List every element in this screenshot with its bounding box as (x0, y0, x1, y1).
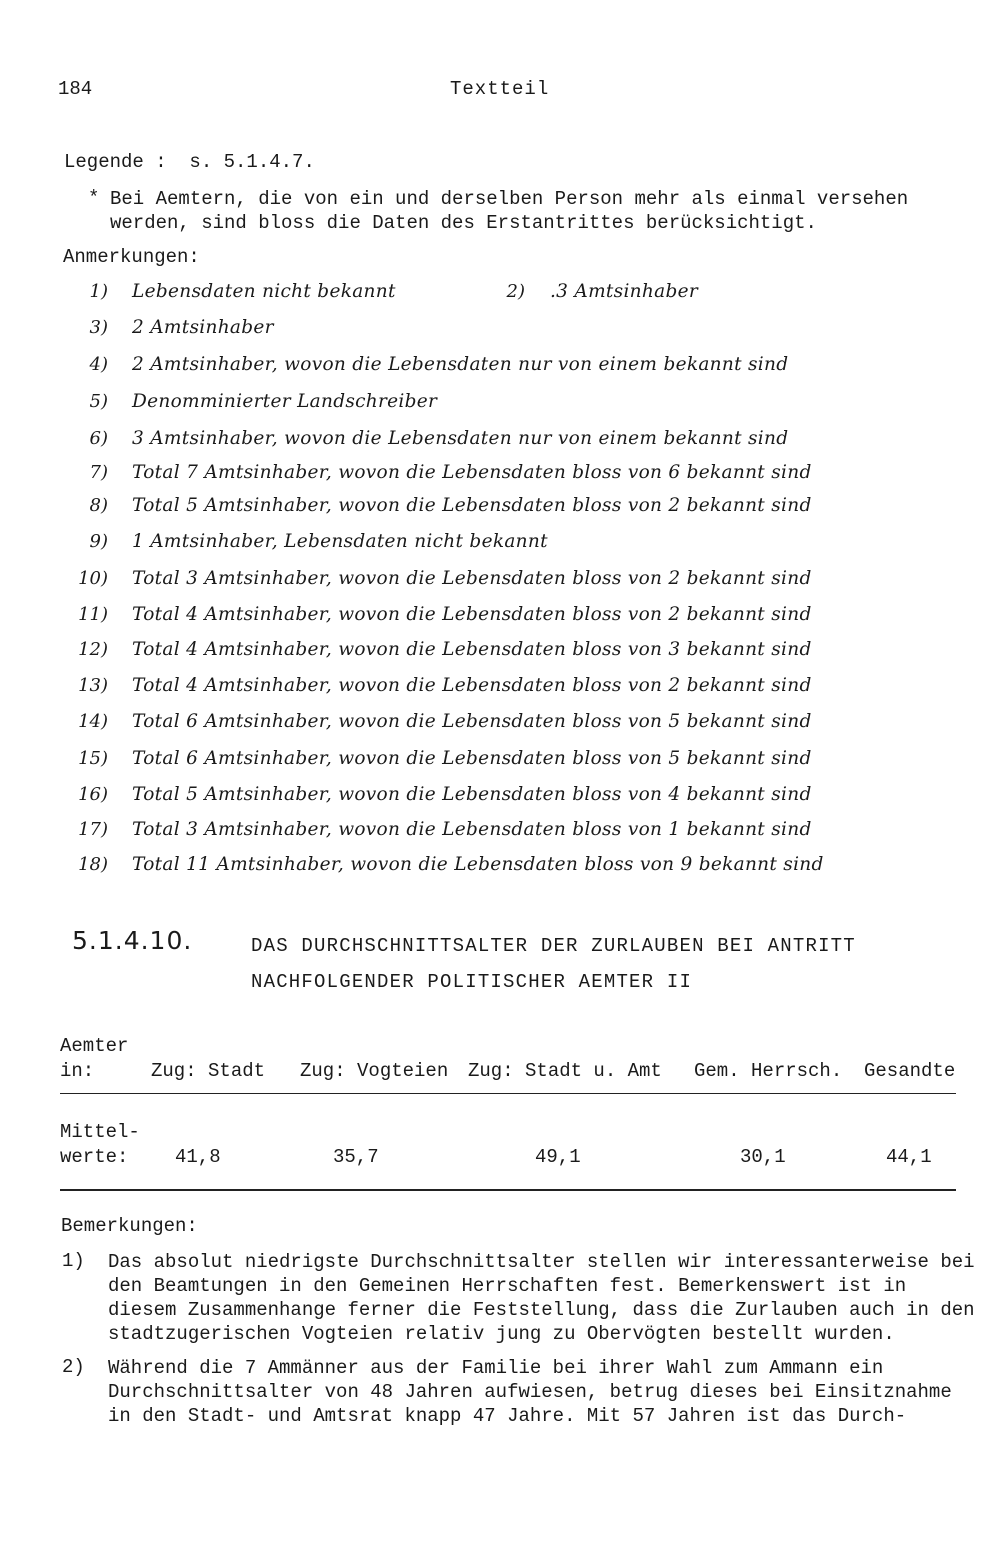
note-number: 2) (506, 281, 525, 302)
note-number: 13) (78, 675, 108, 696)
note-text: 1 Amtsinhaber, Lebensdaten nicht bekannt (132, 531, 548, 552)
table-rule (60, 1189, 956, 1191)
note-number: 8) (89, 495, 108, 516)
column-header: Zug: Stadt (151, 1060, 266, 1082)
legend-note: Bei Aemtern, die von ein und derselben Person mehr als einmal versehen werden, sind bloss die Daten des Erstantrittes berücksichtigt. (110, 188, 909, 234)
note-text: Total 5 Amtsinhaber, wovon die Lebensdaten bloss von 2 bekannt sind (132, 495, 812, 516)
list-item (0, 819, 1000, 845)
column-header: Gem. Herrsch. (694, 1060, 843, 1082)
list-item (0, 784, 1000, 810)
list-item (0, 854, 1000, 880)
column-header: Zug: Stadt u. Amt (468, 1060, 662, 1082)
note-text: Total 3 Amtsinhaber, wovon die Lebensdaten bloss von 1 bekannt sind (132, 819, 812, 840)
list-item (0, 639, 1000, 665)
note-number: 15) (78, 748, 108, 769)
list-item (0, 675, 1000, 701)
anmerkungen-heading: Anmerkungen: (63, 246, 200, 268)
list-item (0, 604, 1000, 630)
row-label: werte: (60, 1146, 129, 1168)
list-item (0, 568, 1000, 594)
note-number: 17) (78, 819, 108, 840)
list-item (0, 531, 1000, 557)
list-item (0, 495, 1000, 521)
note-text: Total 4 Amtsinhaber, wovon die Lebensdaten bloss von 2 bekannt sind (132, 604, 812, 625)
section-title (251, 928, 856, 1000)
note-text: Total 4 Amtsinhaber, wovon die Lebensdaten bloss von 2 bekannt sind (132, 675, 812, 696)
note-number: 2) (62, 1356, 85, 1378)
note-text: 2 Amtsinhaber, wovon die Lebensdaten nur von einem bekannt sind (132, 354, 789, 375)
list-item (0, 391, 1000, 417)
page-number: 184 (58, 78, 93, 100)
note-text: 3 Amtsinhaber, wovon die Lebensdaten nur von einem bekannt sind (132, 428, 789, 449)
list-item (0, 428, 1000, 454)
note-number: 6) (89, 428, 108, 449)
row-label: Aemter (60, 1035, 129, 1057)
list-item (0, 281, 1000, 307)
table-cell: 41,8 (175, 1146, 221, 1168)
table-cell: 30,1 (740, 1146, 786, 1168)
note-number: 12) (78, 639, 108, 660)
note-number: 1) (62, 1250, 85, 1272)
note-text: Total 5 Amtsinhaber, wovon die Lebensdaten bloss von 4 bekannt sind (132, 784, 812, 805)
note-paragraph: Während die 7 Ammänner aus der Familie bei ihrer Wahl zum Ammann ein Durchschnittsalter von 48 Jahren aufwiesen, betrug dieses bei Einsitznahme in den Stadt- und Amtsrat knapp 47 Jahre. Mit 57 Jahren ist das Durch- (108, 1357, 952, 1427)
note-number: 3) (89, 317, 108, 338)
table-cell: 35,7 (333, 1146, 379, 1168)
note-number: 1) (89, 281, 108, 302)
note-number: 18) (78, 854, 108, 875)
running-head: Textteil (450, 78, 550, 100)
section-title-line: DAS DURCHSCHNITTSALTER DER ZURLAUBEN BEI ANTRITT (251, 935, 856, 957)
section-title-line: NACHFOLGENDER POLITISCHER AEMTER II (251, 971, 693, 993)
list-item (0, 354, 1000, 380)
note-text: Total 3 Amtsinhaber, wovon die Lebensdaten bloss von 2 bekannt sind (132, 568, 812, 589)
column-header: Gesandte (864, 1060, 956, 1082)
note-number: 14) (78, 711, 108, 732)
note-number: 10) (78, 568, 108, 589)
note-number: 7) (89, 462, 108, 483)
bemerkungen-heading: Bemerkungen: (61, 1215, 198, 1237)
section-number: 5.1.4.10. (72, 926, 193, 955)
footnote-star: * (88, 187, 100, 209)
note-text: Total 7 Amtsinhaber, wovon die Lebensdaten bloss von 6 bekannt sind (132, 462, 812, 483)
note-text: Denomminierter Landschreiber (132, 391, 438, 412)
note-text: .3 Amtsinhaber (550, 281, 698, 302)
note-text: Total 4 Amtsinhaber, wovon die Lebensdaten bloss von 3 bekannt sind (132, 639, 812, 660)
row-label: Mittel- (60, 1121, 140, 1143)
column-header: Zug: Vogteien (300, 1060, 449, 1082)
note-number: 16) (78, 784, 108, 805)
list-item (0, 711, 1000, 737)
note-text: Total 6 Amtsinhaber, wovon die Lebensdaten bloss von 5 bekannt sind (132, 748, 812, 769)
note-paragraph: Das absolut niedrigste Durchschnittsalter stellen wir interessanterweise bei den Beamtungen in den Gemeinen Herrschaften fest. Bemerkenswert ist in diesem Zusammenhange ferner die Feststellung, dass die Zurlauben auch in den stadtzugerischen Vogteien relativ jung zu Obervögten bestellt wurden. (108, 1251, 975, 1345)
legend-line: Legende : s. 5.1.4.7. (64, 151, 315, 173)
note-text: Total 6 Amtsinhaber, wovon die Lebensdaten bloss von 5 bekannt sind (132, 711, 812, 732)
table-rule (60, 1093, 956, 1094)
note-text: Total 11 Amtsinhaber, wovon die Lebensdaten bloss von 9 bekannt sind (132, 854, 824, 875)
table-cell: 49,1 (535, 1146, 581, 1168)
note-number: 9) (89, 531, 108, 552)
list-item (0, 748, 1000, 774)
table-cell: 44,1 (886, 1146, 932, 1168)
row-label: in: (60, 1060, 95, 1082)
list-item (0, 317, 1000, 343)
note-text: Lebensdaten nicht bekannt (132, 281, 396, 302)
list-item (0, 462, 1000, 488)
note-number: 11) (78, 604, 108, 625)
note-text: 2 Amtsinhaber (132, 317, 274, 338)
note-number: 5) (89, 391, 108, 412)
note-number: 4) (89, 354, 108, 375)
